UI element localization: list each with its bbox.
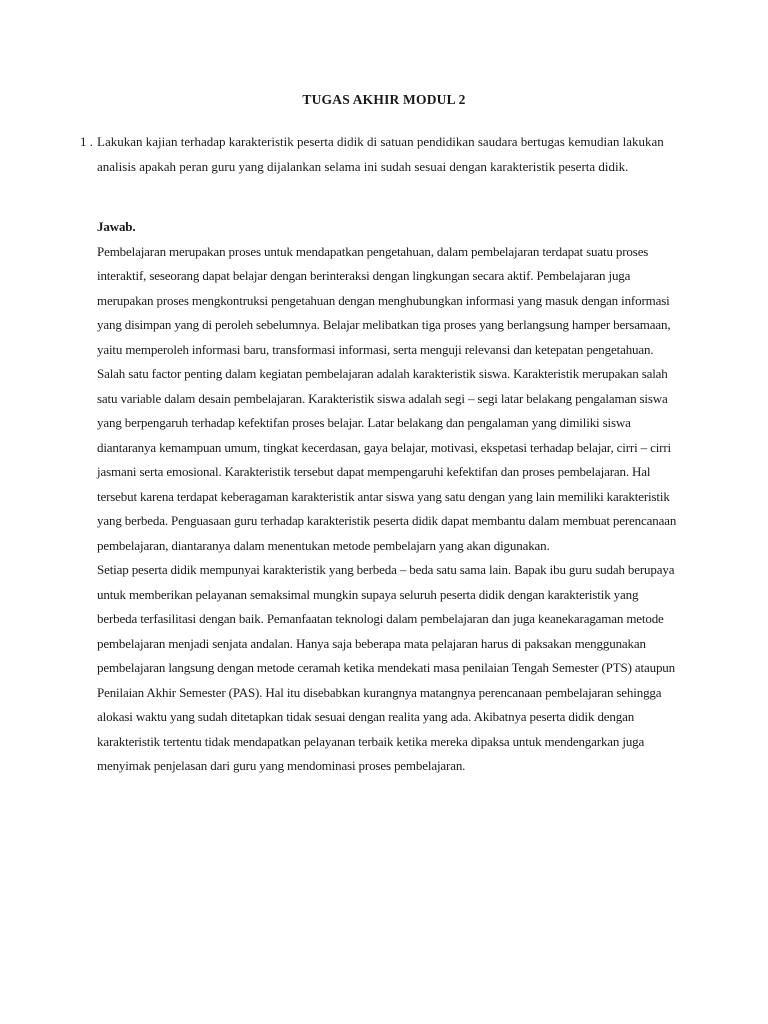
answer-section	[97, 215, 679, 779]
answer-label: Jawab.	[97, 219, 136, 234]
question-item	[80, 130, 680, 179]
document-title: TUGAS AKHIR MODUL 2	[302, 92, 466, 107]
answer-paragraph: Pembelajaran merupakan proses untuk mendapatkan pengetahuan, dalam pembelajaran terdapat suatu proses interaktif, seseorang dapat belajar dengan berinteraksi dengan lingkungan secara aktif. Pembelajaran juga merupakan proses mengkontruksi pengetahuan dengan menghubungkan informasi yang masuk dengan informasi yang disimpan yang di peroleh sebelumnya. Belajar melibatkan tiga proses yang berlangsung hamper bersamaan, yaitu memperoleh informasi baru, transformasi informasi, serta menguji relevansi dan ketepatan pengetahuan. Salah satu factor penting dalam kegiatan pembelajaran adalah karakteristik siswa. Karakteristik merupakan salah satu variable dalam desain pembelajaran. Karakteristik siswa adalah segi – segi latar belakang pengalaman siswa yang berpengaruh terhadap kefektifan proses belajar. Latar belakang dan pengalaman yang dimiliki siswa diantaranya kemampuan umum, tingkat kecerdasan, gaya belajar, motivasi, ekspetasi terhadap belajar, cirri – cirri jasmani serta emosional. Karakteristik tersebut dapat mempengaruhi kefektifan dan proses pembelajaran. Hal tersebut karena terdapat keberagaman karakteristik antar siswa yang satu dengan yang lain memiliki karakteristik yang berbeda. Penguasaan guru terhadap karakteristik peserta didik dapat membantu dalam membuat perencanaan pembelajaran, diantaranya dalam menentukan metode pembelajarn yang akan digunakan.	[97, 243, 677, 553]
question-number: 1 .	[80, 134, 93, 149]
question-text: Lakukan kajian terhadap karakteristik peserta didik di satuan pendidikan saudara bertugas kemudian lakukan analisis apakah peran guru yang dijalankan selama ini sudah sesuai dengan karakteristik peserta didik.	[97, 134, 664, 174]
answer-paragraph: Setiap peserta didik mempunyai karakteristik yang berbeda – beda satu sama lain. Bapak ibu guru sudah berupaya untuk memberikan pelayanan semaksimal mungkin supaya seluruh peserta didik dengan karakteristik yang berbeda terfasilitasi dengan baik. Pemanfaatan teknologi dalam pembelajaran dan juga keanekaragaman metode pembelajaran menjadi senjata andalan. Hanya saja beberapa mata pelajaran harus di paksakan menggunakan pembelajaran langsung dengan metode ceramah ketika mendekati masa penilaian Tengah Semester (PTS) ataupun Penilaian Akhir Semester (PAS). Hal itu disebabkan kurangnya matangnya perencanaan pembelajaran sehingga alokasi waktu yang sudah ditetapkan tidak sesuai dengan realita yang ada. Akibatnya peserta didik dengan karakteristik tertentu tidak mendapatkan pelayanan terbaik ketika mereka dipaksa untuk mendengarkan juga menyimak penjelasan dari guru yang mendominasi proses pembelajaran.	[97, 562, 675, 773]
